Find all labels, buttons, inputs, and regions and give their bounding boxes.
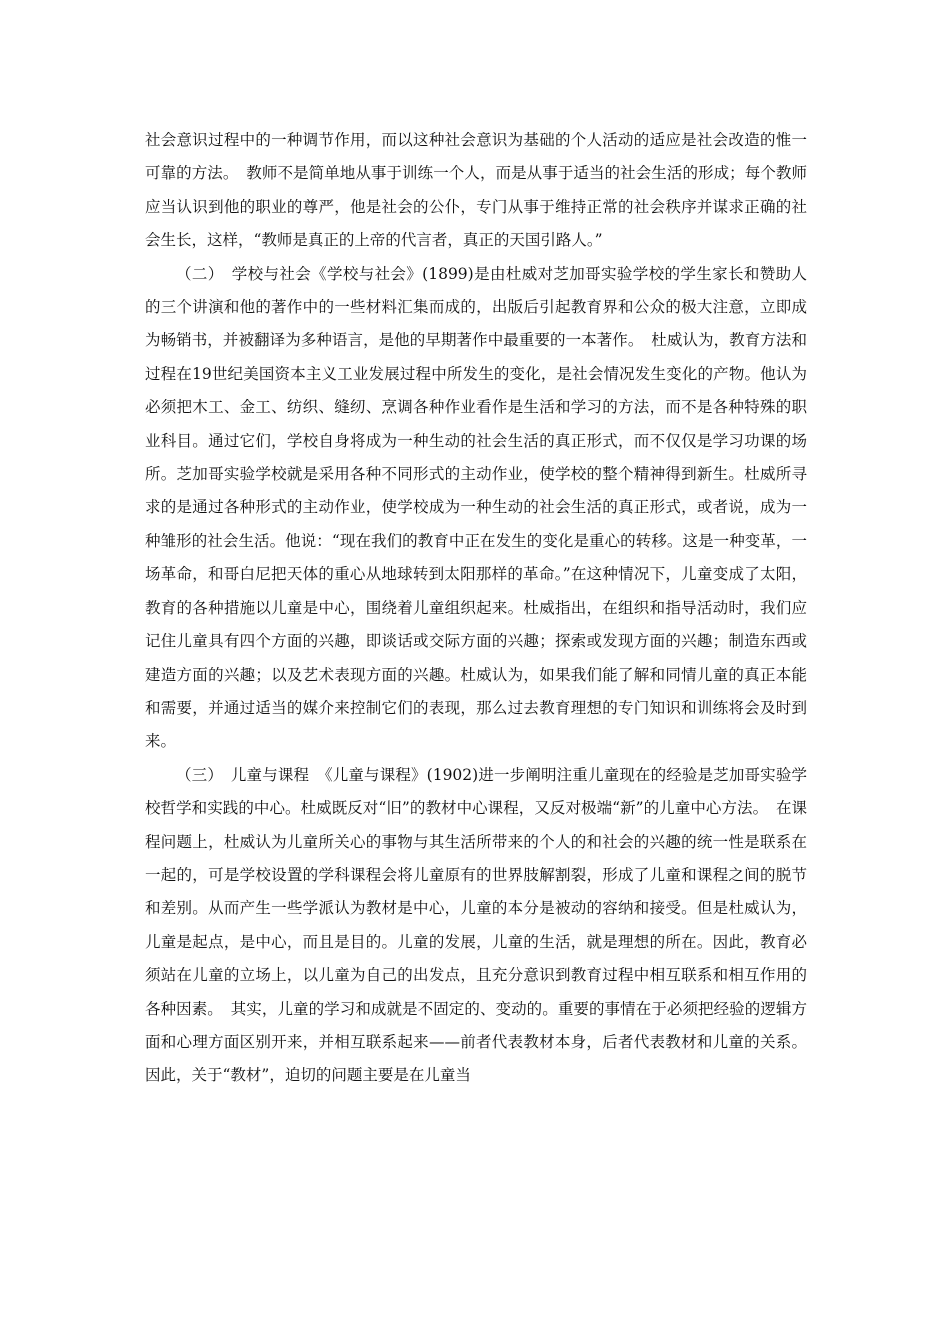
document-page <box>145 124 807 1093</box>
paragraph-society-consciousness: 社会意识过程中的一种调节作用，而以这种社会意识为基础的个人活动的适应是社会改造的惟一可靠的方法。 教师不是简单地从事于训练一个人，而是从事于适当的社会生活的形成；每个教师应当认识到他的职业的尊严，他是社会的公仆，专门从事于维持正常的社会秩序并谋求正确的社会生长，这样，“教师是真正的上帝的代言者，真正的天国引路人。” <box>145 131 807 250</box>
paragraph-school-and-society: （二） 学校与社会《学校与社会》(1899)是由杜威对芝加哥实验学校的学生家长和赞助人的三个讲演和他的著作中的一些材料汇集而成的，出版后引起教育界和公众的极大注意，立即成为畅销书，并被翻译为多种语言，是他的早期著作中最重要的一本著作。 杜威认为，教育方法和过程在19世纪美国资本主义工业发展过程中所发生的变化，是社会情况发生变化的产物。他认为必须把木工、金工、纺织、缝纫、烹调各种作业看作是生活和学习的方法，而不是各种特殊的职业科目。通过它们，学校自身将成为一种生动的社会生活的真正形式，而不仅仅是学习功课的场所。芝加哥实验学校就是采用各种不同形式的主动作业，使学校的整个精神得到新生。杜威所寻求的是通过各种形式的主动作业，使学校成为一种生动的社会生活的真正形式，或者说，成为一种雏形的社会生活。他说：“现在我们的教育中正在发生的变化是重心的转移。这是一种变革，一场革命，和哥白尼把天体的重心从地球转到太阳那样的革命。”在这种情况下，儿童变成了太阳，教育的各种措施以儿童是中心，围绕着儿童组织起来。杜威指出，在组织和指导活动时，我们应记住儿童具有四个方面的兴趣，即谈话或交际方面的兴趣；探索或发现方面的兴趣；制造东西或建造方面的兴趣；以及艺术表现方面的兴趣。杜威认为，如果我们能了解和同情儿童的真正本能和需要，并通过适当的媒介来控制它们的表现，那么过去教育理想的专门知识和训练将会及时到来。 <box>145 264 807 751</box>
paragraph-child-and-curriculum: （三） 儿童与课程 《儿童与课程》(1902)进一步阐明注重儿童现在的经验是芝加哥实验学校哲学和实践的中心。杜威既反对“旧”的教材中心课程，又反对极端“新”的儿童中心方法。 在课程问题上，杜威认为儿童所关心的事物与其生活所带来的个人的和社会的兴趣的统一性是联系在一起的，可是学校设置的学科课程会将儿童原有的世界肢解割裂，形成了儿童和课程之间的脱节和差别。从而产生一些学派认为教材是中心，儿童的本分是被动的容纳和接受。但是杜威认为，儿童是起点，是中心，而且是目的。儿童的发展，儿童的生活，就是理想的所在。因此，教育必须站在儿童的立场上，以儿童为自己的出发点，且充分意识到教育过程中相互联系和相互作用的各种因素。 其实，儿童的学习和成就是不固定的、变动的。重要的事情在于必须把经验的逻辑方面和心理方面区别开来，并相互联系起来——前者代表教材本身，后者代表教材和儿童的关系。因此，关于“教材”，迫切的问题主要是在儿童当 <box>145 765 807 1085</box>
